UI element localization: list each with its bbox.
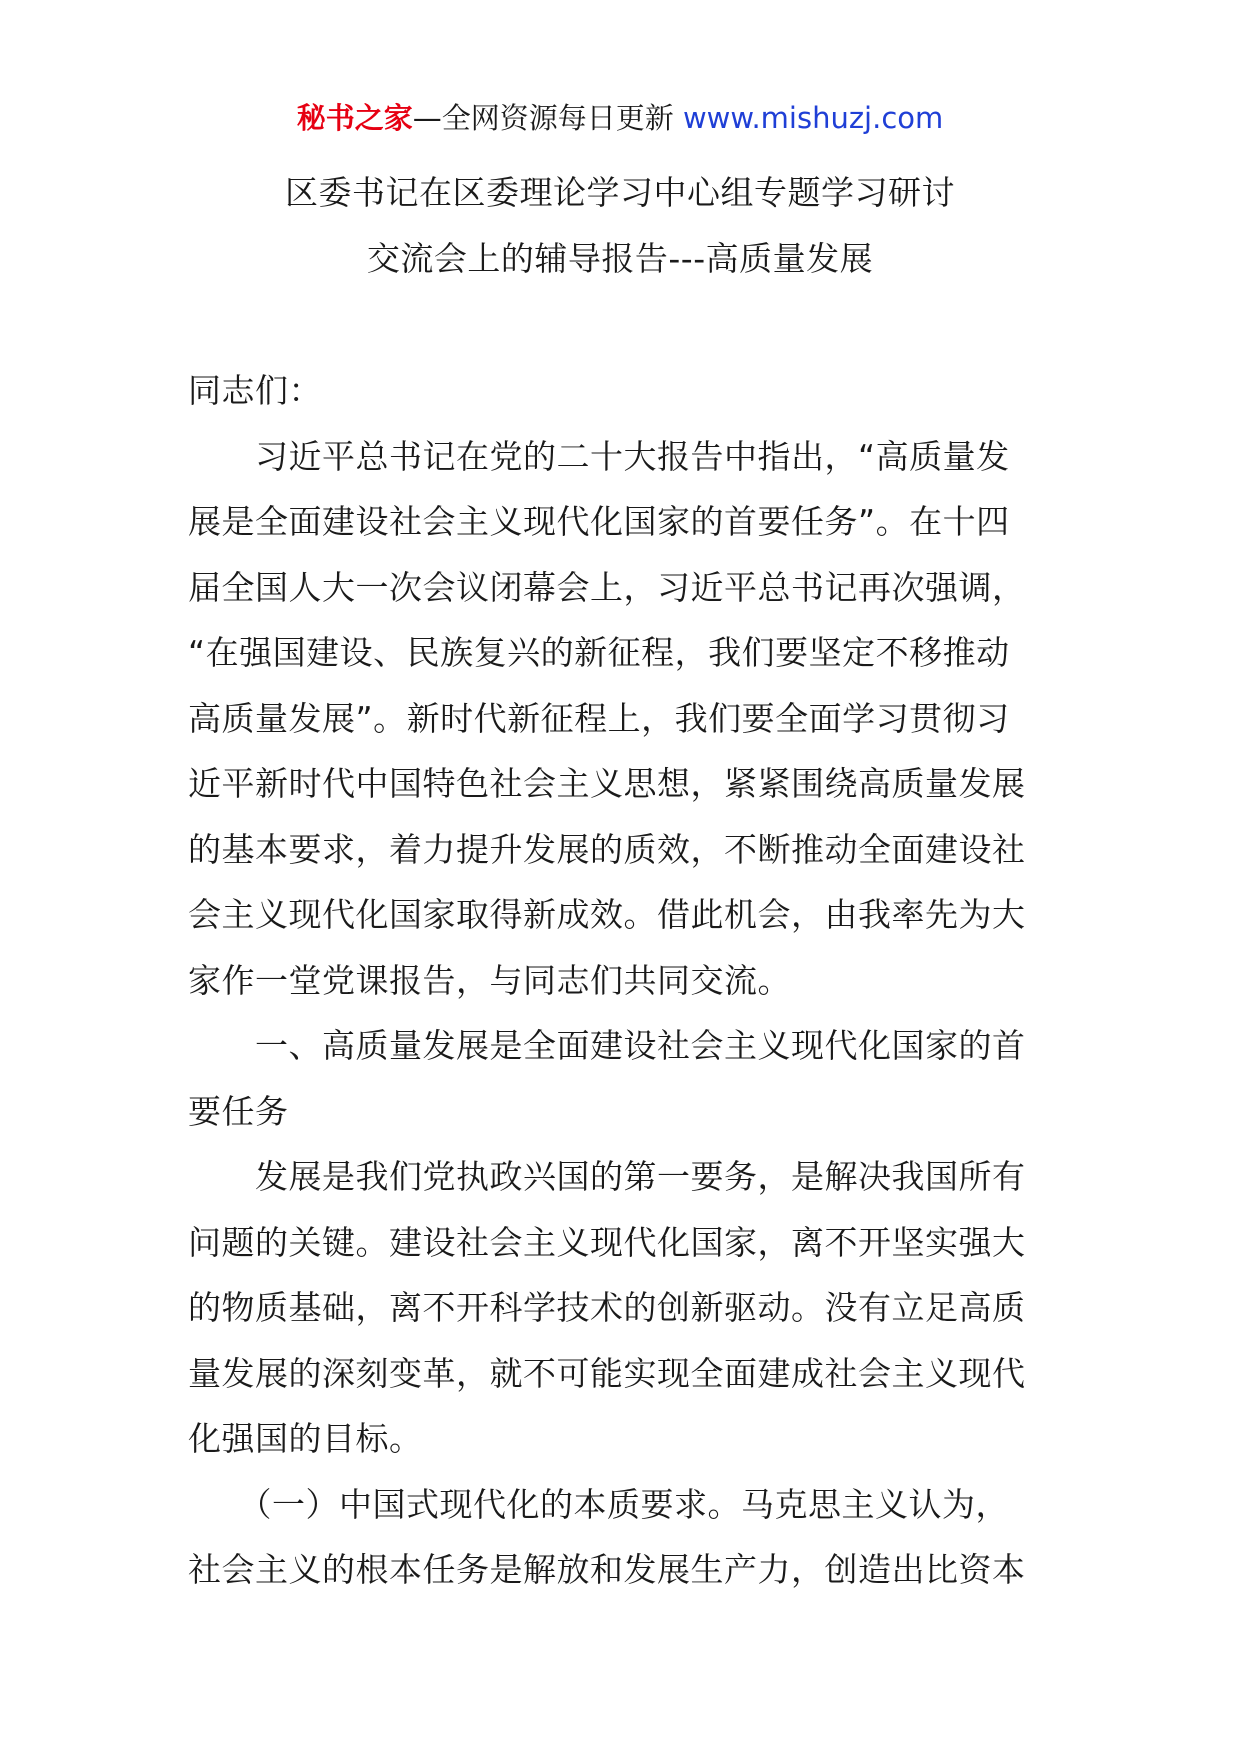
body-line: 高质量发展”。新时代新征程上，我们要全面学习贯彻习 [188,698,1010,738]
document-body [188,358,1058,1603]
banner-tagline: —全网资源每日更新 [412,101,674,135]
body-line: 社会主义的根本任务是解放和发展生产力，创造出比资本 [188,1550,1026,1589]
body-line: 习近平总书记在党的二十大报告中指出，“高质量发 [188,436,1010,476]
document-title [0,160,1240,291]
body-line: 的物质基础，离不开科学技术的创新驱动。没有立足高质 [188,1288,1026,1327]
body-line: 化强国的目标。 [188,1419,423,1458]
body-line: 家作一堂党课报告，与同志们共同交流。 [188,960,791,1000]
section-heading-line: 一、高质量发展是全面建设社会主义现代化国家的首 [188,1026,1026,1065]
body-line: 届全国人大一次会议闭幕会上，习近平总书记再次强调， [188,567,1026,607]
title-line-1: 区委书记在区委理论学习中心组专题学习研讨 [285,173,955,212]
body-line: 展是全面建设社会主义现代化国家的首要任务”。在十四 [188,502,1010,541]
salutation: 同志们： [188,371,322,410]
body-line: 问题的关键。建设社会主义现代化国家，离不开坚实强大 [188,1222,1026,1262]
body-line: 会主义现代化国家取得新成效。借此机会，由我率先为大 [188,895,1026,934]
brand-name: 秘书之家 [296,101,413,135]
body-line: 量发展的深刻变革，就不可能实现全面建成社会主义现代 [188,1353,1026,1393]
site-url[interactable]: www.mishuzj.com [682,101,944,135]
title-line-2: 交流会上的辅导报告---高质量发展 [366,238,874,278]
section-heading-line: 要任务 [188,1091,289,1131]
body-line: 的基本要求，着力提升发展的质效，不断推动全面建设社 [188,829,1026,869]
site-banner [0,98,1240,138]
body-line: “在强国建设、民族复兴的新征程，我们要坚定不移推动 [188,633,1010,672]
body-line: 发展是我们党执政兴国的第一要务，是解决我国所有 [188,1157,1026,1196]
body-line: 近平新时代中国特色社会主义思想，紧紧围绕高质量发展 [188,764,1026,803]
subsection-line: （一）中国式现代化的本质要求。马克思主义认为， [188,1484,1009,1524]
